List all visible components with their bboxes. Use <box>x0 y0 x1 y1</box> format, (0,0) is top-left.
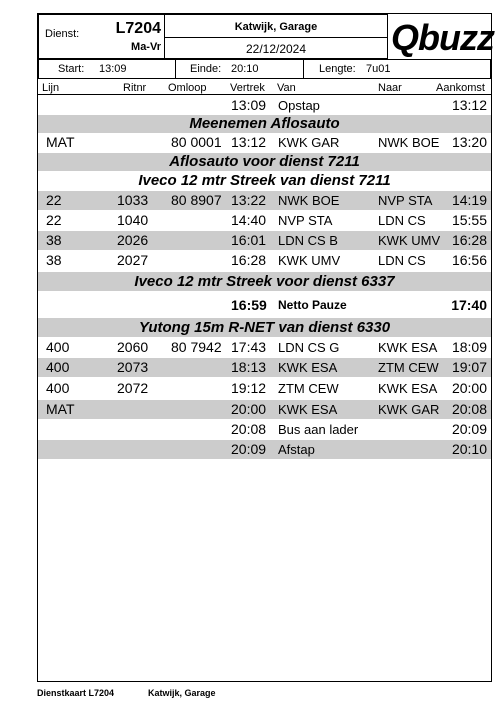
cell-vertrek: 18:13 <box>231 359 267 375</box>
dienstkaart <box>37 13 492 682</box>
cell-omloop: 80 8907 <box>171 192 222 208</box>
cell-ritnr: 2060 <box>117 339 149 355</box>
table-row <box>38 251 491 270</box>
cell-naar: KWK ESA <box>378 340 438 355</box>
cell-van: Bus aan lader <box>278 422 359 437</box>
cell-aankomst: 20:08 <box>451 401 487 417</box>
cell-omloop: 80 0001 <box>171 134 222 150</box>
pause-row <box>38 293 491 317</box>
dienst-days: Ma-Vr <box>131 41 161 53</box>
cell-ritnr: 1033 <box>117 192 149 208</box>
cell-van: NWK BOE <box>278 193 340 208</box>
einde-label: Einde: <box>190 63 222 75</box>
dienst-box <box>38 14 165 59</box>
cell-lijn: 38 <box>46 232 62 248</box>
cell-aankomst: 20:10 <box>451 441 487 457</box>
cell-aankomst: 20:09 <box>451 421 487 437</box>
location-box <box>164 14 388 59</box>
table-row <box>38 133 491 152</box>
start-label: Start: <box>58 63 85 75</box>
cell-lijn: MAT <box>46 134 75 150</box>
cell-van: ZTM CEW <box>278 381 339 396</box>
lengte-label: Lengte: <box>319 63 356 75</box>
col-aankomst: Aankomst <box>436 82 485 94</box>
table-row <box>38 379 491 398</box>
date-text: 22/12/2024 <box>245 42 307 56</box>
cell-aankomst: 15:55 <box>451 212 487 228</box>
cell-aankomst: 20:00 <box>451 380 487 396</box>
cell-aankomst: 17:40 <box>451 297 487 313</box>
table-row <box>38 96 491 115</box>
cell-lijn: 22 <box>46 212 62 228</box>
section-band: Iveco 12 mtr Streek voor dienst 6337 <box>38 272 491 291</box>
cell-ritnr: 2026 <box>117 232 149 248</box>
table-row <box>38 400 491 419</box>
col-naar: Naar <box>378 82 402 94</box>
table-row <box>38 420 491 439</box>
cell-vertrek: 19:12 <box>231 380 267 396</box>
cell-naar: LDN CS <box>378 253 426 268</box>
cell-lijn: 22 <box>46 192 62 208</box>
cell-vertrek: 20:09 <box>231 441 267 457</box>
table-row <box>38 231 491 250</box>
start-value: 13:09 <box>99 63 127 75</box>
cell-naar: KWK ESA <box>378 381 438 396</box>
cell-van: LDN CS B <box>278 233 338 248</box>
cell-lijn: 400 <box>46 359 70 375</box>
col-lijn: Lijn <box>42 82 60 94</box>
cell-aankomst: 16:28 <box>451 232 487 248</box>
cell-lijn: 400 <box>46 380 70 396</box>
cell-naar: ZTM CEW <box>378 360 439 375</box>
col-van: Van <box>277 82 296 94</box>
section-band: Meenemen Aflosauto <box>38 115 491 133</box>
cell-vertrek: 16:59 <box>231 297 267 313</box>
cell-ritnr: 2072 <box>117 380 149 396</box>
column-header-rule <box>38 94 491 95</box>
cell-vertrek: 16:01 <box>231 232 267 248</box>
qbuzz-logo: Qbuzz <box>391 17 494 58</box>
cell-van: NVP STA <box>278 213 333 228</box>
cell-van: KWK ESA <box>278 360 338 375</box>
dienst-code: L7204 <box>115 20 161 37</box>
cell-vertrek: 14:40 <box>231 212 267 228</box>
cell-vertrek: 13:22 <box>231 192 267 208</box>
cell-ritnr: 2027 <box>117 252 149 268</box>
cell-aankomst: 16:56 <box>451 252 487 268</box>
cell-van: KWK ESA <box>278 402 338 417</box>
cell-naar: KWK UMV <box>378 233 441 248</box>
table-row <box>38 440 491 459</box>
cell-lijn: MAT <box>46 401 75 417</box>
einde-value: 20:10 <box>231 63 259 75</box>
table-row <box>38 338 491 357</box>
col-vertrek: Vertrek <box>230 82 265 94</box>
cell-vertrek: 17:43 <box>231 339 267 355</box>
table-row <box>38 191 491 210</box>
lengte-value: 7u01 <box>366 63 391 75</box>
cell-ritnr: 1040 <box>117 212 149 228</box>
cell-naar: NVP STA <box>378 193 433 208</box>
section-band: Iveco 12 mtr Streek van dienst 7211 <box>38 172 491 190</box>
cell-vertrek: 20:00 <box>231 401 267 417</box>
cell-omloop: 80 7942 <box>171 339 222 355</box>
col-omloop: Omloop <box>168 82 207 94</box>
cell-aankomst: 18:09 <box>451 339 487 355</box>
section-band: Aflosauto voor dienst 7211 <box>38 153 491 171</box>
table-row <box>38 211 491 230</box>
location-text: Katwijk, Garage <box>234 21 318 33</box>
cell-naar: NWK BOE <box>378 135 440 150</box>
cell-van: Netto Pauze <box>278 298 347 312</box>
time-box <box>38 59 491 79</box>
cell-aankomst: 13:12 <box>451 97 487 113</box>
cell-lijn: 38 <box>46 252 62 268</box>
cell-aankomst: 19:07 <box>451 359 487 375</box>
section-band: Yutong 15m R-NET van dienst 6330 <box>38 318 491 337</box>
table-row <box>38 358 491 377</box>
cell-naar: LDN CS <box>378 213 426 228</box>
col-ritnr: Ritnr <box>123 82 147 94</box>
footer-location: Katwijk, Garage <box>148 688 216 698</box>
cell-ritnr: 2073 <box>117 359 149 375</box>
cell-lijn: 400 <box>46 339 70 355</box>
cell-van: KWK UMV <box>278 253 341 268</box>
footer-label: Dienstkaart L7204 <box>37 688 115 698</box>
cell-aankomst: 14:19 <box>451 192 487 208</box>
cell-vertrek: 13:12 <box>231 134 267 150</box>
cell-vertrek: 20:08 <box>231 421 267 437</box>
cell-van: KWK GAR <box>278 135 340 150</box>
cell-naar: KWK GAR <box>378 402 440 417</box>
cell-van: Afstap <box>278 442 315 457</box>
dienst-label: Dienst: <box>45 28 80 40</box>
cell-aankomst: 13:20 <box>451 134 487 150</box>
cell-vertrek: 16:28 <box>231 252 267 268</box>
cell-van: LDN CS G <box>278 340 340 355</box>
cell-van: Opstap <box>278 98 320 113</box>
cell-vertrek: 13:09 <box>231 97 267 113</box>
